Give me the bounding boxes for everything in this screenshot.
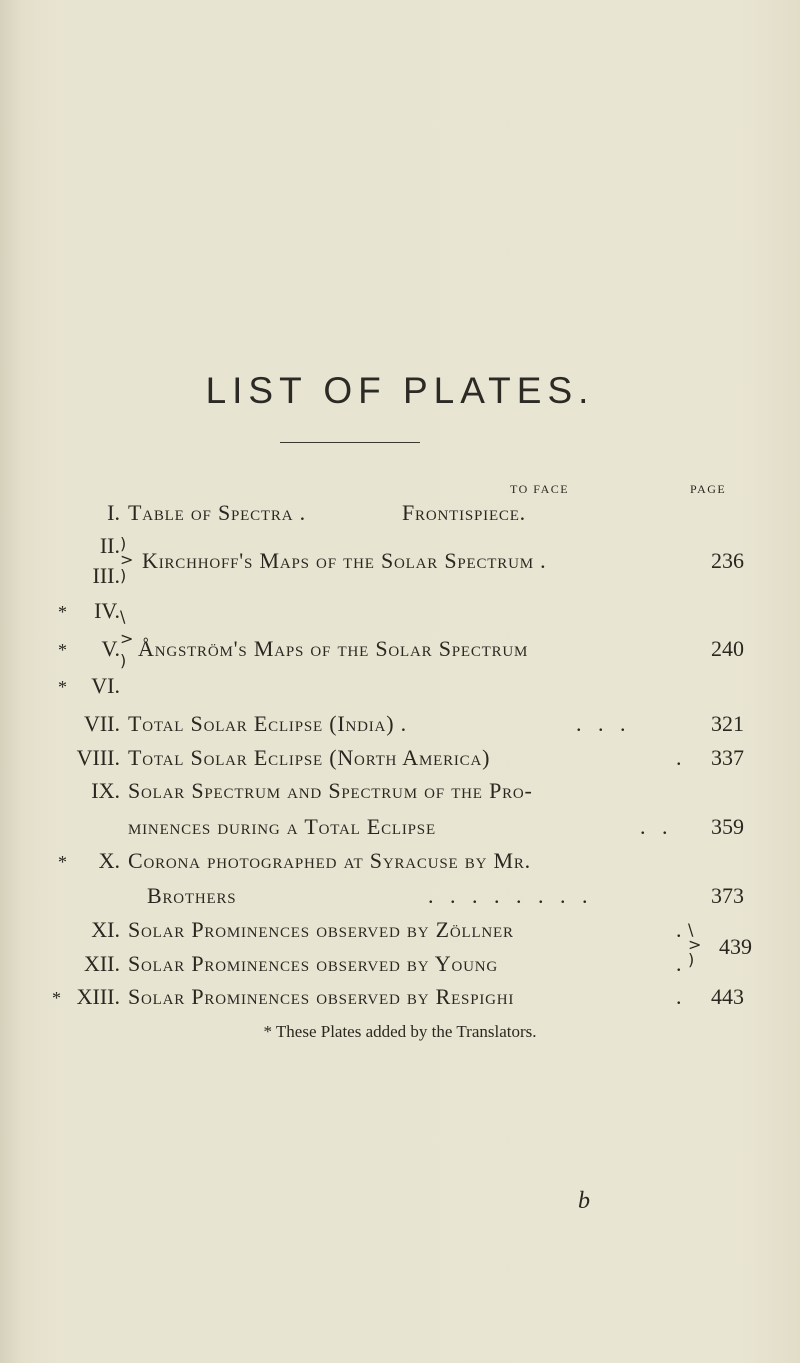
plate-page: 240	[711, 636, 744, 661]
to-face-header: TO FACE	[510, 482, 570, 496]
plate-frontispiece: Frontispiece.	[402, 500, 526, 525]
plate-title: Solar Prominences observed by Young	[128, 951, 499, 976]
signature-mark: b	[578, 1188, 590, 1214]
leader-dots: . . .	[576, 711, 626, 736]
plate-page: 373	[711, 883, 744, 908]
leader-dots: .	[676, 745, 682, 770]
plate-numeral: IV.	[94, 598, 120, 623]
plate-title-cont: Brothers	[147, 883, 237, 908]
translator-star: *	[58, 640, 67, 660]
plate-page: 321	[711, 711, 744, 736]
leader-dots: .	[676, 917, 682, 942]
plate-numeral: XI.	[91, 917, 120, 942]
plate-title: Total Solar Eclipse (North America)	[128, 745, 491, 770]
plate-title: Solar Prominences observed by Zöllner	[128, 917, 514, 942]
leader-dots: . .	[640, 814, 668, 839]
plate-title: Corona photographed at Syracuse by Mr.	[128, 848, 531, 873]
plate-numeral: IX.	[91, 778, 120, 803]
plate-page: 359	[711, 814, 744, 839]
plate-title: Solar Prominences observed by Respighi	[128, 984, 515, 1009]
plate-title: Table of Spectra .	[128, 500, 306, 525]
plate-numeral: VIII.	[76, 745, 120, 770]
plate-numeral: V.	[101, 636, 120, 661]
translator-star: *	[58, 677, 67, 697]
plate-numeral: VI.	[91, 673, 120, 698]
plate-title: Ångström's Maps of the Solar Spectrum	[138, 636, 529, 661]
translator-star: *	[58, 602, 67, 622]
plate-page: 236	[711, 548, 744, 573]
translator-star: *	[52, 988, 61, 1008]
plate-page: 439	[719, 934, 752, 959]
plate-numeral: X.	[98, 848, 120, 873]
page-header: PAGE	[690, 482, 727, 496]
plate-numeral: XII.	[83, 951, 120, 976]
translator-star: *	[58, 852, 67, 872]
brace: ) > )	[120, 534, 134, 585]
plate-title: Kirchhoff's Maps of the Solar Spectrum .	[142, 548, 547, 573]
plate-numeral: I.	[107, 500, 120, 525]
plate-page: 443	[711, 984, 744, 1009]
footnote: * These Plates added by the Translators.	[263, 1022, 537, 1041]
leader-dots: . . . . . . . .	[428, 883, 588, 908]
title-rule	[280, 442, 420, 443]
plate-numeral: III.	[92, 563, 120, 588]
page-title: LIST OF PLATES.	[205, 370, 595, 411]
plate-numeral: XIII.	[76, 984, 120, 1009]
plate-numeral: VII.	[83, 711, 120, 736]
plate-numeral: II.	[99, 533, 120, 558]
plate-title: Solar Spectrum and Spectrum of the Pro-	[128, 778, 533, 803]
brace: \ > )	[120, 607, 134, 670]
leader-dots: .	[676, 984, 682, 1009]
plate-title: Total Solar Eclipse (India) .	[128, 711, 407, 736]
brace: \ > )	[688, 920, 702, 969]
plate-page: 337	[711, 745, 744, 770]
leader-dots: .	[676, 951, 682, 976]
plate-title-cont: minences during a Total Eclipse	[128, 814, 436, 839]
